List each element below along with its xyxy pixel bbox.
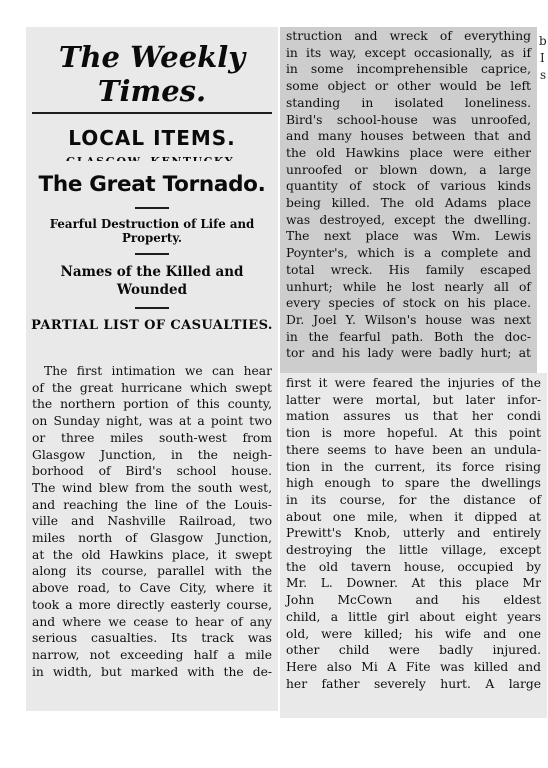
text-line: along its course, parallel with the (32, 564, 272, 579)
text-line: standing in isolated loneliness. (286, 95, 531, 110)
text-line: total wreck. His family escaped (286, 262, 531, 277)
text-line: there seems to have been an undula- (286, 442, 541, 457)
text-line: borhood of Bird's school house. (32, 464, 272, 479)
text-line: Prewitt's Knob, utterly and entirely (286, 526, 541, 541)
text-line: her father severely hurt. A large (286, 676, 541, 691)
text-line: every species of stock on his place. (286, 296, 531, 311)
section-heading: LOCAL ITEMS. (68, 126, 236, 150)
text-line: high enough to spare the dwellings (286, 476, 541, 491)
text-line: the old tavern house, occupied by (286, 559, 541, 574)
edge-fragment-3: s (540, 68, 547, 82)
text-line: in some incomprehensible caprice, (286, 62, 531, 77)
text-line: John McCown and his eldest (286, 593, 541, 608)
right-top-column-text (280, 27, 537, 362)
text-line: The wind blew from the south west, (32, 480, 272, 495)
text-line: Bird's school-house was unroofed, (286, 112, 531, 127)
text-line: in its way, except occasionally, as if (286, 45, 531, 60)
text-line: about one mile, when it dipped at (286, 509, 541, 524)
text-line: Poynter's, which is a complete and (286, 246, 531, 261)
text-line: mation assures us that her condi (286, 409, 541, 424)
text-line: latter were mortal, but later infor- (286, 392, 541, 407)
text-line: and where we cease to hear of any (32, 614, 272, 629)
article-subhead-casualties: PARTIAL LIST OF CASUALTIES. (31, 318, 273, 333)
left-column-text (26, 361, 278, 680)
text-line: above road, to Cave City, where it (32, 581, 272, 596)
edge-fragment-1: b (539, 34, 547, 48)
left-column-clipping (26, 361, 278, 711)
text-line: Glasgow Junction, in the neigh- (32, 447, 272, 462)
text-line: miles north of Glasgow Junction, (32, 531, 272, 546)
text-line: The first intimation we can hear (44, 364, 272, 378)
text-line: or three miles south-west from (32, 430, 272, 445)
text-line: the old Hawkins place were either (286, 145, 531, 160)
text-line: unroofed or blown down, a large (286, 162, 531, 177)
headline-dash-3 (135, 307, 169, 309)
text-line: of the great hurricane which swept (32, 380, 272, 395)
text-line: in its course, for the distance of (286, 492, 541, 507)
edge-fragment-2: I (540, 51, 545, 65)
masthead-clipping (26, 27, 278, 168)
text-line: narrow, not exceeding half a mile (32, 647, 272, 662)
text-line: quantity of stock of various kinds (286, 179, 531, 194)
text-line: The next place was Wm. Lewis (286, 229, 531, 244)
right-top-clipping (280, 27, 537, 373)
text-line: unhurt; while he lost nearly all of (286, 279, 531, 294)
text-line: destroying the little village, except (286, 543, 541, 558)
text-line: in the fearful path. Both the doc- (286, 329, 531, 344)
right-bottom-column-text (280, 373, 547, 692)
newspaper-title: The Weekly Times. (58, 40, 246, 108)
headline-dash-1 (135, 207, 169, 209)
text-line: and many houses between that and (286, 129, 531, 144)
text-line: first it were feared the injuries of the (286, 376, 541, 390)
text-line: at the old Hawkins place, it swept (32, 547, 272, 562)
headline-clipping (26, 161, 278, 361)
article-headline: The Great Tornado. (38, 172, 266, 197)
text-line: tion in the current, its force rising (286, 459, 541, 474)
text-line: the northern portion of this county, (32, 397, 272, 412)
text-line: Dr. Joel Y. Wilson's house was next (286, 312, 531, 327)
text-line: old, were killed; his wife and one (286, 626, 541, 641)
masthead-rule (32, 112, 272, 114)
text-line: other child were badly injured. (286, 643, 541, 658)
text-line: on Sunday night, was at a point two (32, 414, 272, 429)
text-line: serious casualties. Its track was (32, 631, 272, 646)
text-line: tion is more hopeful. At this point (286, 426, 541, 441)
text-line: Mr. L. Downer. At this place Mr (286, 576, 541, 591)
text-line: some object or other would be left (286, 79, 531, 94)
article-subhead-killed: Names of the Killed and Wounded (60, 264, 244, 298)
text-line: ville and Nashville Railroad, two (32, 514, 272, 529)
text-line: was destroyed, except the dwelling. (286, 212, 531, 227)
text-line: in width, but marked with the de- (32, 664, 272, 679)
text-line: child, a little girl about eight years (286, 609, 541, 624)
article-subhead-destruction: Fearful Destruction of Life and Property. (49, 217, 255, 245)
text-line: struction and wreck of everything (286, 29, 531, 43)
headline-dash-2 (135, 253, 169, 255)
text-line: took a more directly easterly course, (32, 597, 272, 612)
text-line: and reaching the line of the Louis- (32, 497, 272, 512)
text-line: being killed. The old Adams place (286, 196, 531, 211)
text-line: tor and his lady were badly hurt; at (286, 346, 531, 361)
text-line: Here also Mi A Fite was killed and (286, 659, 541, 674)
right-bottom-clipping (280, 373, 547, 718)
